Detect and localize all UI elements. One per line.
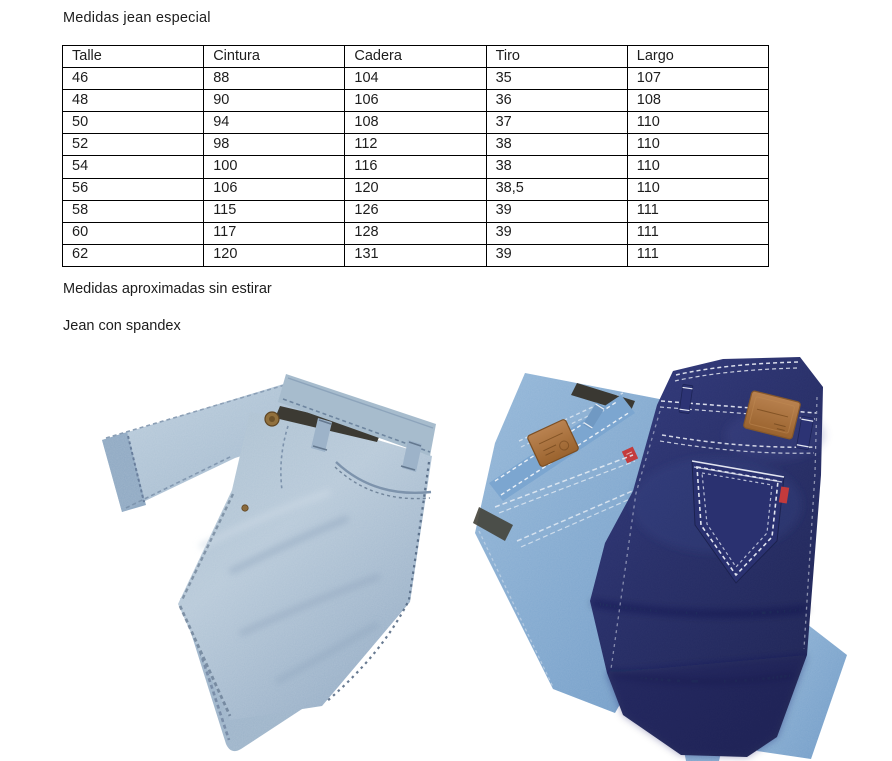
table-cell: 46: [63, 68, 204, 90]
size-table: [62, 45, 769, 267]
table-cell: 60: [63, 222, 204, 244]
table-row: [63, 112, 769, 134]
table-row: [63, 200, 769, 222]
header-cell-tiro: Tiro: [486, 46, 627, 68]
table-cell: 108: [627, 90, 768, 112]
table-cell: 98: [204, 134, 345, 156]
table-cell: 48: [63, 90, 204, 112]
table-cell: 39: [486, 244, 627, 266]
table-cell: 37: [486, 112, 627, 134]
table-cell: 56: [63, 178, 204, 200]
table-cell: 131: [345, 244, 486, 266]
header-cell-largo: Largo: [627, 46, 768, 68]
table-cell: 115: [204, 200, 345, 222]
table-row: [63, 134, 769, 156]
table-cell: 90: [204, 90, 345, 112]
header-cell-cadera: Cadera: [345, 46, 486, 68]
table-cell: 110: [627, 134, 768, 156]
table-row: [63, 90, 769, 112]
table-header-row: [63, 46, 769, 68]
right-jeans-photo: [455, 355, 892, 761]
table-cell: 36: [486, 90, 627, 112]
table-cell: 38: [486, 134, 627, 156]
note-approx: Medidas aproximadas sin estirar: [63, 281, 272, 297]
table-cell: 62: [63, 244, 204, 266]
table-cell: 120: [204, 244, 345, 266]
table-row: [63, 68, 769, 90]
table-row: [63, 222, 769, 244]
table-cell: 111: [627, 222, 768, 244]
table-cell: 88: [204, 68, 345, 90]
rivet-icon: [242, 505, 248, 511]
table-cell: 116: [345, 156, 486, 178]
table-cell: 100: [204, 156, 345, 178]
table-cell: 35: [486, 68, 627, 90]
table-cell: 94: [204, 112, 345, 134]
table-cell: 39: [486, 200, 627, 222]
table-cell: 128: [345, 222, 486, 244]
table-cell: 120: [345, 178, 486, 200]
table-cell: 50: [63, 112, 204, 134]
table-cell: 54: [63, 156, 204, 178]
page-title: Medidas jean especial: [63, 10, 211, 26]
size-table-body: [63, 68, 769, 267]
table-row: [63, 156, 769, 178]
table-cell: 38: [486, 156, 627, 178]
table-cell: 58: [63, 200, 204, 222]
table-row: [63, 244, 769, 266]
table-cell: 107: [627, 68, 768, 90]
table-cell: 38,5: [486, 178, 627, 200]
header-cell-cintura: Cintura: [204, 46, 345, 68]
table-cell: 110: [627, 156, 768, 178]
table-cell: 108: [345, 112, 486, 134]
table-cell: 126: [345, 200, 486, 222]
note-spandex: Jean con spandex: [63, 318, 181, 334]
table-cell: 110: [627, 178, 768, 200]
table-cell: 104: [345, 68, 486, 90]
table-cell: 52: [63, 134, 204, 156]
table-cell: 111: [627, 200, 768, 222]
table-cell: 106: [345, 90, 486, 112]
table-cell: 112: [345, 134, 486, 156]
table-row: [63, 178, 769, 200]
table-cell: 110: [627, 112, 768, 134]
table-cell: 106: [204, 178, 345, 200]
table-cell: 117: [204, 222, 345, 244]
left-jean-photo: [80, 362, 440, 752]
table-cell: 39: [486, 222, 627, 244]
table-cell: 111: [627, 244, 768, 266]
header-cell-talle: Talle: [63, 46, 204, 68]
